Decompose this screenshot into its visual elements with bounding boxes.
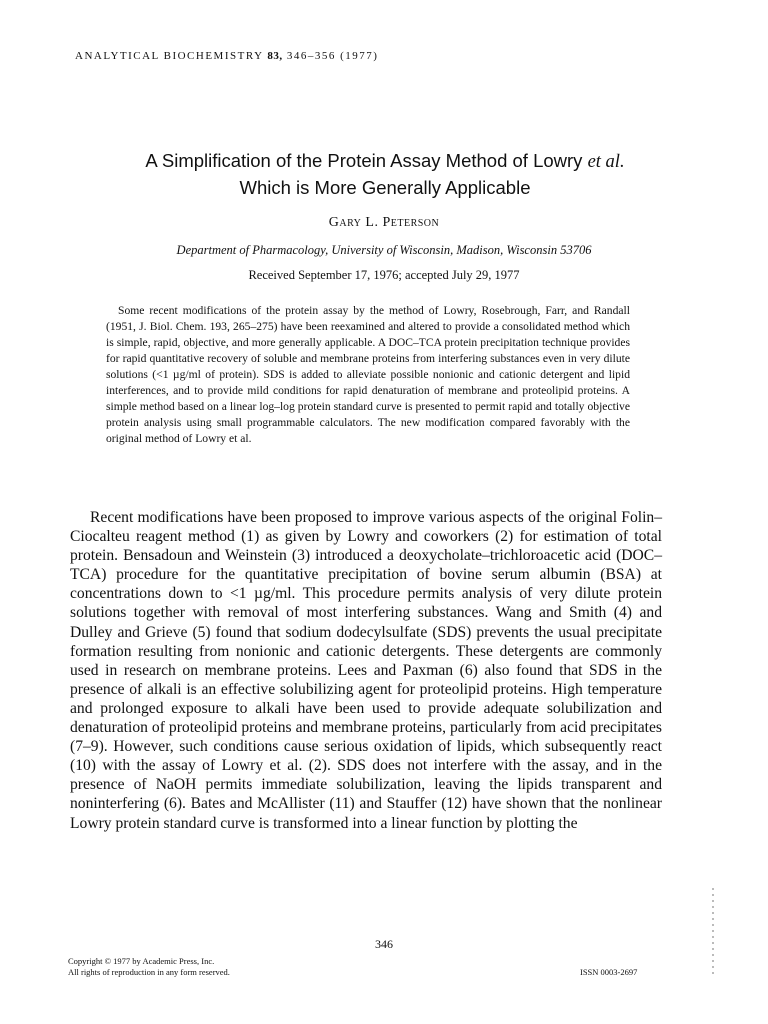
- journal-pages: 346–356 (1977): [286, 50, 379, 62]
- title-line1: A Simplification of the Protein Assay Method of Lowry: [145, 150, 583, 171]
- page-number: 346: [375, 937, 393, 951]
- journal-header: [75, 50, 378, 62]
- journal-volume: 83,: [267, 50, 283, 62]
- rights-line: All rights of reproduction in any form reserved.: [68, 967, 230, 977]
- received-dates: Received September 17, 1976; accepted July 29, 1977: [248, 268, 520, 282]
- title-et-al: et al.: [587, 152, 625, 172]
- copyright-notice: [68, 956, 230, 978]
- copyright-line: Copyright © 1977 by Academic Press, Inc.: [68, 956, 215, 966]
- body-paragraph: Recent modifications have been proposed to improve various aspects of the original Folin–Ciocalteu reagent method (1) as given by Lowry and coworkers (2) for estimation of total protein. Bensadoun and Weinstein (3) introduced a deoxycholate–trichloroacetic acid (DOC–TCA) procedure for the quantitative precipitation of bovine serum albumin (BSA) at concentrations down to <1 µg/ml. This procedure permits analysis of very dilute protein solutions together with removal of most interfering substances. Wang and Smith (4) and Dulley and Grieve (5) found that sodium dodecylsulfate (SDS) prevents the usual precipitate formation resulting from nonionic and cationic detergents. These detergents are commonly used in research on membrane proteins. Lees and Paxman (6) also found that SDS in the presence of alkali is an effective solubilizing agent for proteolipid proteins. High temperature and prolonged exposure to alkali have been used to provide adequate solubilization and denaturation of proteolipid proteins and membrane proteins, particularly from acid precipitates (7–9). However, such conditions cause serious oxidation of lipids, which subsequently react (10) with the assay of Lowry et al. (2). SDS does not interfere with the assay, and in the presence of NaOH permits immediate solubilization, leaving the lipids transparent and noninterfering (6). Bates and McAllister (11) and Stauffer (12) have shown that the nonlinear Lowry protein standard curve is transformed into a linear function by plotting the: [70, 509, 662, 832]
- issn-number: ISSN 0003-2697: [580, 967, 638, 977]
- author-name: Gary L. Peterson: [328, 215, 440, 230]
- title-line2: Which is More Generally Applicable: [239, 177, 531, 198]
- abstract-paragraph: Some recent modifications of the protein assay by the method of Lowry, Rosebrough, Farr, and Randall (1951, J. Biol. Chem. 193, 265–275) have been reexamined and altered to provide a consolidated method which is simple, rapid, objective, and more generally applicable. A DOC–TCA protein precipitation technique provides for rapid quantitative recovery of soluble and membrane proteins from interfering substances even in very dilute solutions (<1 µg/ml of protein). SDS is added to alleviate possible nonionic and cationic detergent and lipid interferences, and to provide mild conditions for rapid denaturation of membrane and proteolipid proteins. A simple method based on a linear log–log protein standard curve is presented to permit rapid and totally objective protein analysis using small programmable calculators. The new modification compared favorably with the original method of Lowry et al.: [106, 304, 630, 445]
- paper-title: [40, 148, 730, 200]
- author-affiliation: Department of Pharmacology, University of Wisconsin, Madison, Wisconsin 53706: [176, 243, 592, 257]
- journal-name: ANALYTICAL BIOCHEMISTRY: [75, 50, 264, 62]
- scan-margin-mark: [712, 888, 714, 978]
